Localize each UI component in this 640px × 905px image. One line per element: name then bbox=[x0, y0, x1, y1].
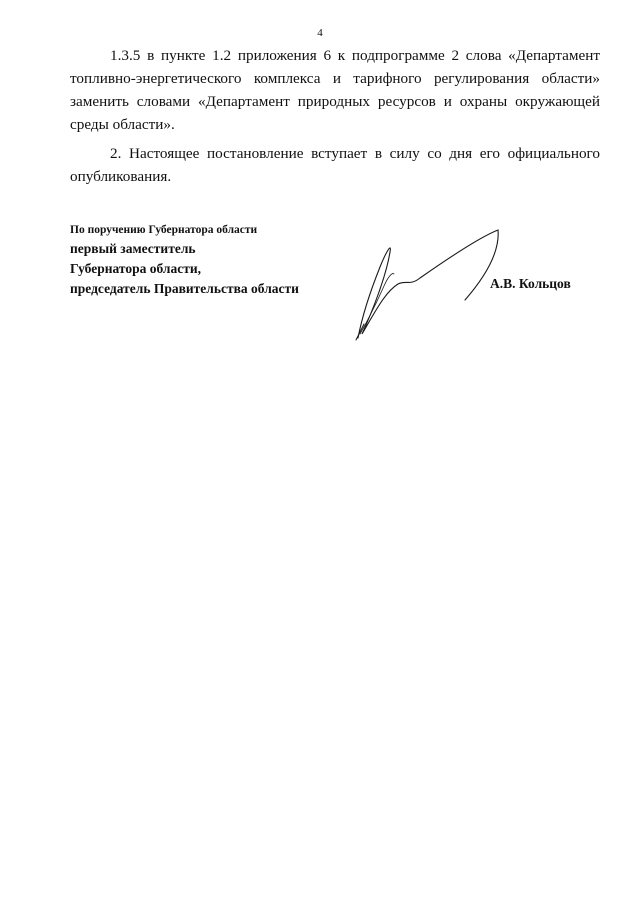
signatory-name: А.В. Кольцов bbox=[490, 276, 571, 291]
document-body bbox=[70, 44, 600, 188]
title-line-1: первый заместитель bbox=[70, 241, 196, 256]
signatory-title bbox=[70, 222, 299, 299]
paragraph-2: 2. Настоящее постановление вступает в силу со дня его официального опубликования. bbox=[70, 145, 600, 185]
authority-line: По поручению Губернатора области bbox=[70, 224, 258, 236]
signature-block bbox=[70, 222, 600, 352]
page-number: 4 bbox=[317, 27, 323, 39]
title-line-2: Губернатора области, bbox=[70, 261, 201, 276]
paragraph-1-3-5: 1.3.5 в пункте 1.2 приложения 6 к подпрограмме 2 слова «Департамент топливно-энергетического комплекса и тарифного регулирования области» заменить словами «Департамент природных ресурсов и охраны окружающей среды области». bbox=[70, 47, 600, 133]
title-line-3: председатель Правительства области bbox=[70, 281, 299, 296]
